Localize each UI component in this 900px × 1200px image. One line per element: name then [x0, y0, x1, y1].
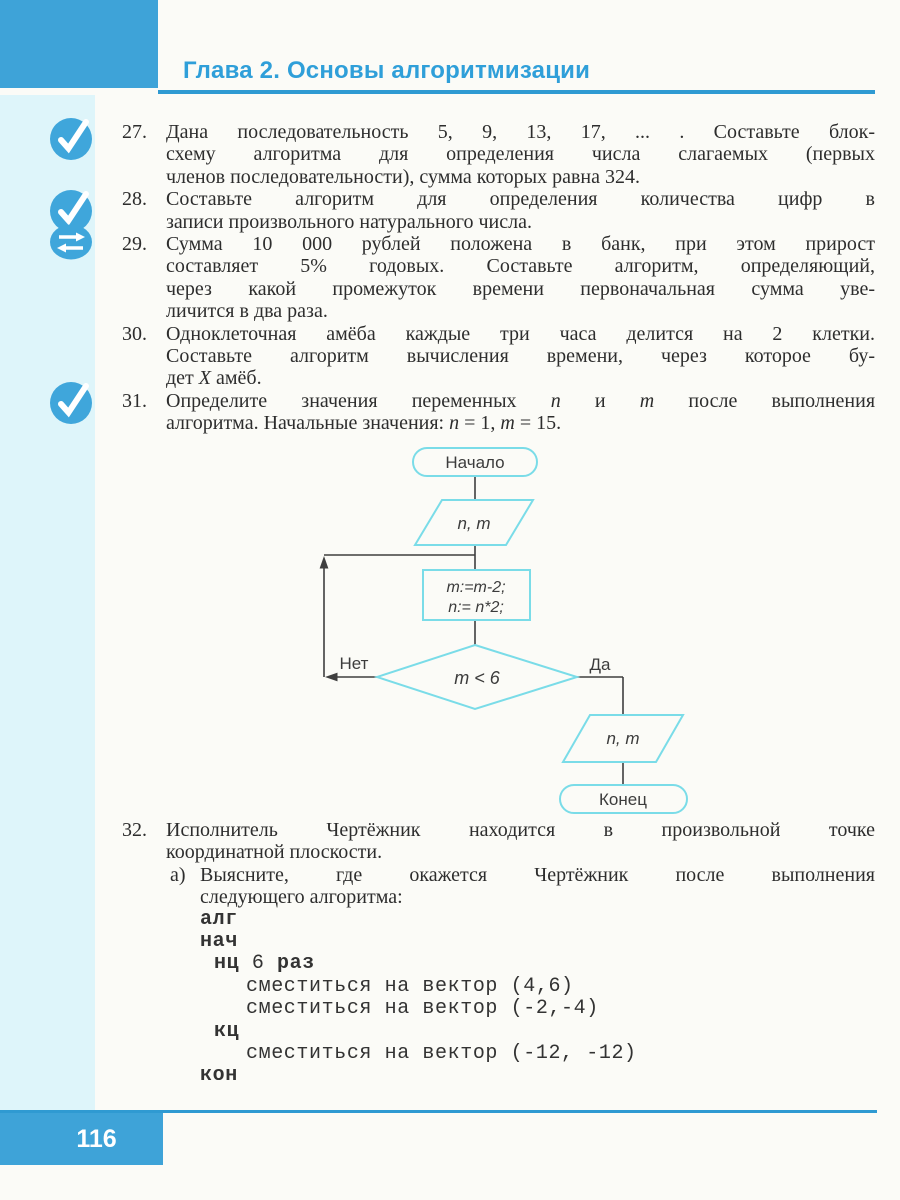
exercise-number: 29.: [122, 233, 147, 256]
exercise: [122, 188, 875, 233]
exercise: [122, 390, 875, 435]
condition-label: m < 6: [454, 668, 500, 688]
subitem-text: [200, 864, 875, 909]
text-line: алгоритма. Начальные значения: n = 1, m = 15.: [166, 412, 562, 435]
left-arrowhead: [325, 673, 338, 682]
exercise-number: 28.: [122, 188, 147, 211]
up-arrowhead: [320, 556, 329, 569]
exercise-text: [166, 819, 875, 864]
text-line: Составьте алгоритм для определения количества цифр в: [166, 188, 875, 211]
exercise-text: [166, 188, 875, 233]
code-line: нач: [200, 930, 238, 954]
exercise-subitem-a: [170, 864, 875, 909]
text-line: Выясните, где окажется Чертёжник после выполнения: [200, 863, 875, 886]
code-line: алг: [200, 907, 238, 931]
text-line: Сумма 10 000 рублей положена в банк, при этом прирост: [166, 233, 875, 256]
exercise-number: 27.: [122, 121, 147, 143]
text-line: через какой промежуток времени первоначальная сумма уве-: [166, 277, 875, 300]
exercise-text: [166, 121, 875, 188]
text-line: Одноклеточная амёба каждые три часа делится на 2 клетки.: [166, 322, 875, 345]
header-corner-block: [0, 0, 158, 88]
code-line: кон: [200, 1064, 238, 1088]
text-line: членов последовательности), сумма которых равна 324.: [166, 165, 641, 188]
check-icon: [49, 117, 93, 161]
code-line: сместиться на вектор (-2,-4): [246, 997, 599, 1021]
output-label: n, m: [606, 729, 640, 748]
text-line: дет X амёб.: [166, 367, 262, 390]
code-line: сместиться на вектор (-12, -12): [246, 1042, 637, 1066]
exercise-number: 32.: [122, 819, 147, 841]
text-line: Составьте алгоритм вычисления времени, через которое бу-: [166, 345, 875, 368]
exercise: [122, 233, 875, 323]
algorithm-code: [200, 909, 875, 1088]
no-label: Нет: [339, 654, 369, 673]
exercise: [122, 121, 875, 188]
text-line: Определите значения переменных n и m после выполнения: [166, 389, 876, 412]
process-line-1: m:=m-2;: [446, 579, 506, 596]
text-line: координатной плоскости.: [166, 841, 383, 864]
header-rule: [158, 90, 875, 94]
text-line: Исполнитель Чертёжник находится в произвольной точке: [166, 819, 875, 841]
text-line: записи произвольного натурального числа.: [166, 210, 532, 233]
exercise-number: 31.: [122, 389, 147, 412]
check-icon: [49, 381, 93, 425]
code-line: нц 6 раз: [214, 952, 315, 976]
text-line: Дана последовательность 5, 9, 13, 17, ... . Составьте блок-: [166, 121, 875, 143]
start-label: Начало: [445, 453, 505, 472]
process-line-2: n:= n*2;: [448, 599, 504, 616]
exercise-text: [166, 390, 875, 435]
yes-label: Да: [589, 655, 611, 674]
subitem-label: а): [170, 863, 186, 886]
text-line: составляет 5% годовых. Составьте алгоритм, определяющий,: [166, 255, 875, 278]
input-label: n, m: [457, 514, 491, 533]
chapter-title: Глава 2. Основы алгоритмизации: [183, 57, 591, 84]
text-line: схему алгоритма для определения числа слагаемых (первых: [166, 143, 875, 166]
exercise-list: [122, 121, 875, 435]
exercise-number: 30.: [122, 322, 147, 345]
exercise: [122, 323, 875, 390]
code-line: кц: [214, 1019, 240, 1043]
end-label: Конец: [599, 790, 647, 809]
exercise-32: [122, 819, 875, 1088]
text-line: личится в два раза.: [166, 300, 328, 323]
flowchart: [283, 435, 703, 825]
text-line: следующего алгоритма:: [200, 886, 403, 909]
exercise-text: [166, 323, 875, 390]
page-number: 116: [0, 1113, 163, 1165]
swap-arrows-icon: [49, 224, 93, 260]
exercise-text: [166, 233, 875, 323]
code-line: сместиться на вектор (4,6): [246, 974, 574, 998]
